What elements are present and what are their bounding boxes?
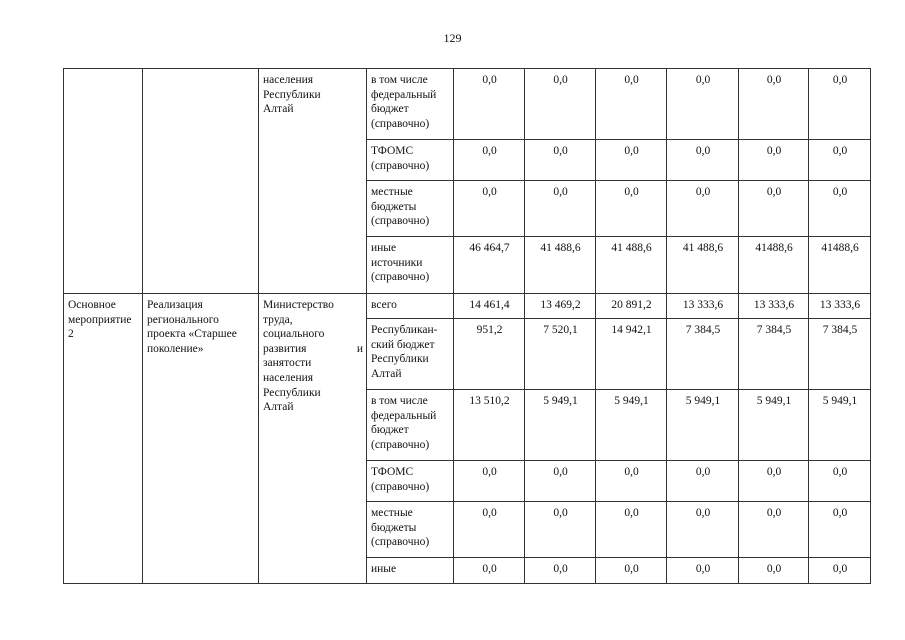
value-cell: 13 333,6	[809, 294, 871, 319]
value-cell: 13 510,2	[454, 390, 525, 461]
value-cell: 41 488,6	[667, 237, 739, 294]
source-cell: всего	[367, 294, 454, 319]
value-cell: 0,0	[525, 69, 596, 140]
value-cell: 0,0	[596, 181, 667, 237]
executor-cell: Министерство труда, социального развития и занятости населения Республики Алтай	[259, 294, 367, 584]
value-cell: 0,0	[667, 140, 739, 181]
source-cell: иные	[367, 558, 454, 584]
value-cell: 0,0	[809, 461, 871, 502]
value-cell: 0,0	[809, 140, 871, 181]
value-cell: 0,0	[809, 558, 871, 584]
value-cell: 7 384,5	[667, 319, 739, 390]
value-cell: 0,0	[596, 461, 667, 502]
source-cell: ТФОМС (справочно)	[367, 140, 454, 181]
value-cell: 13 333,6	[667, 294, 739, 319]
value-cell: 5 949,1	[525, 390, 596, 461]
value-cell: 0,0	[809, 181, 871, 237]
value-cell: 41488,6	[739, 237, 809, 294]
value-cell: 0,0	[596, 69, 667, 140]
value-cell: 7 520,1	[525, 319, 596, 390]
value-cell: 41 488,6	[525, 237, 596, 294]
value-cell: 14 942,1	[596, 319, 667, 390]
value-cell: 0,0	[739, 140, 809, 181]
value-cell: 0,0	[525, 181, 596, 237]
value-cell: 0,0	[596, 140, 667, 181]
source-cell: иные источники (справочно)	[367, 237, 454, 294]
source-cell: в том числе федеральный бюджет (справочно)	[367, 390, 454, 461]
value-cell: 14 461,4	[454, 294, 525, 319]
status-cell-empty	[64, 69, 143, 294]
source-cell: местные бюджеты (справочно)	[367, 181, 454, 237]
value-cell: 5 949,1	[596, 390, 667, 461]
value-cell: 0,0	[739, 502, 809, 558]
value-cell: 13 469,2	[525, 294, 596, 319]
executor-cell: населения Республики Алтай	[259, 69, 367, 294]
value-cell: 5 949,1	[667, 390, 739, 461]
value-cell: 7 384,5	[809, 319, 871, 390]
value-cell: 0,0	[454, 502, 525, 558]
value-cell: 0,0	[667, 461, 739, 502]
value-cell: 0,0	[454, 181, 525, 237]
page-number: 129	[443, 31, 462, 45]
value-cell: 0,0	[454, 558, 525, 584]
value-cell: 5 949,1	[739, 390, 809, 461]
value-cell: 0,0	[739, 69, 809, 140]
table-row	[64, 294, 871, 319]
status-cell: Основное мероприятие 2	[64, 294, 143, 584]
source-cell: в том числе федеральный бюджет (справочно)	[367, 69, 454, 140]
value-cell: 0,0	[525, 140, 596, 181]
value-cell: 0,0	[667, 558, 739, 584]
value-cell: 13 333,6	[739, 294, 809, 319]
source-cell: ТФОМС (справочно)	[367, 461, 454, 502]
budget-table	[63, 68, 871, 584]
value-cell: 0,0	[667, 181, 739, 237]
value-cell: 0,0	[667, 502, 739, 558]
name-cell-empty	[143, 69, 259, 294]
value-cell: 0,0	[809, 69, 871, 140]
value-cell: 0,0	[525, 502, 596, 558]
value-cell: 0,0	[525, 558, 596, 584]
source-cell: местные бюджеты (справочно)	[367, 502, 454, 558]
value-cell: 951,2	[454, 319, 525, 390]
value-cell: 0,0	[454, 461, 525, 502]
value-cell: 0,0	[809, 502, 871, 558]
value-cell: 0,0	[739, 181, 809, 237]
value-cell: 20 891,2	[596, 294, 667, 319]
value-cell: 46 464,7	[454, 237, 525, 294]
value-cell: 7 384,5	[739, 319, 809, 390]
source-cell: Республикан- ский бюджет Республики Алтай	[367, 319, 454, 390]
value-cell: 0,0	[739, 558, 809, 584]
value-cell: 0,0	[454, 69, 525, 140]
value-cell: 0,0	[596, 502, 667, 558]
value-cell: 5 949,1	[809, 390, 871, 461]
value-cell: 0,0	[739, 461, 809, 502]
name-cell: Реализация регионального проекта «Старшее поколение»	[143, 294, 259, 584]
value-cell: 0,0	[525, 461, 596, 502]
value-cell: 0,0	[454, 140, 525, 181]
value-cell: 41 488,6	[596, 237, 667, 294]
value-cell: 0,0	[667, 69, 739, 140]
value-cell: 0,0	[596, 558, 667, 584]
table-row	[64, 69, 871, 140]
value-cell: 41488,6	[809, 237, 871, 294]
